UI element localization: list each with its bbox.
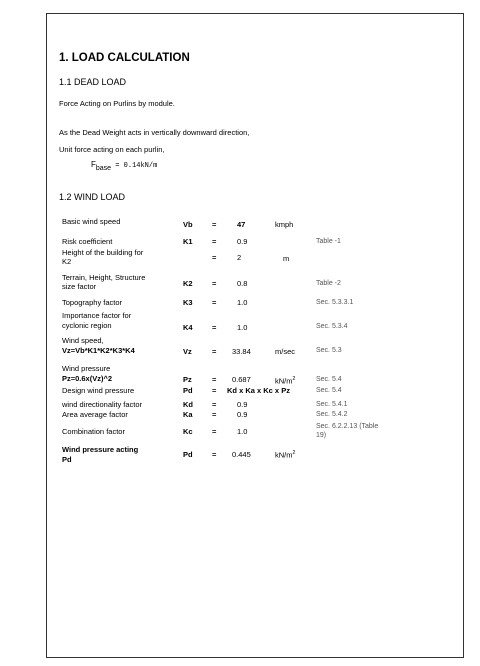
row-value: 47 [237, 220, 246, 229]
unit-superscript: 2 [292, 450, 296, 456]
row-value: 0.9 [237, 400, 248, 409]
row-symbol: Kd [183, 400, 193, 409]
row-label-line2: Pd [62, 455, 72, 464]
row-equals: = [212, 375, 217, 384]
formula-expression: = 0.14kN/m [115, 162, 158, 170]
row-unit: m [283, 254, 290, 263]
dead-load-text-1: Force Acting on Purlins by module. [59, 99, 175, 108]
row-label: Wind pressure [62, 364, 111, 373]
row-reference: Sec. 5.4 [316, 376, 342, 383]
row-reference: Sec. 5.3 [316, 347, 342, 354]
row-label-line2: size factor [62, 282, 97, 291]
row-value: 1.0 [237, 427, 248, 436]
dead-load-text-2: As the Dead Weight acts in vertically downward direction, [59, 128, 250, 137]
row-value: Kd x Ka x Kc x Pz [227, 386, 290, 395]
row-unit: $kN/m^2$ [275, 376, 296, 386]
row-label-line2: K2 [62, 257, 72, 266]
row-value: 0.687 [232, 375, 251, 384]
document-page [46, 13, 464, 658]
wind-load-title: 1.2 WIND LOAD [59, 192, 126, 202]
dead-load-title: 1.1 DEAD LOAD [59, 77, 127, 87]
row-equals: = [212, 279, 217, 288]
row-label: wind directionality factor [62, 400, 143, 409]
row-label: Importance factor for [62, 311, 132, 320]
row-symbol: Vz [183, 347, 192, 356]
row-label: Basic wind speed [62, 217, 121, 226]
row-value: 0.9 [237, 237, 248, 246]
row-reference: Table -1 [316, 238, 341, 245]
row-label: Combination factor [62, 427, 125, 436]
unit-superscript: 2 [292, 376, 296, 382]
row-equals: = [212, 323, 217, 332]
row-symbol: Pd [183, 386, 193, 395]
row-value: 0.445 [232, 450, 251, 459]
row-value: 1.0 [237, 323, 248, 332]
row-reference-line2: 19) [316, 432, 327, 439]
row-equals: = [212, 220, 217, 229]
row-unit: $kN/m^2$ [275, 450, 296, 460]
row-value: 33.84 [232, 347, 251, 356]
row-value: 0.9 [237, 410, 248, 419]
row-label: Height of the building for [62, 248, 144, 257]
row-value: 0.8 [237, 279, 248, 288]
row-equals: = [212, 400, 217, 409]
row-equals: = [212, 253, 217, 262]
row-label-line2: cyclonic region [62, 321, 112, 330]
row-equals: = [212, 237, 217, 246]
row-equals: = [212, 450, 217, 459]
row-symbol: K1 [183, 237, 193, 246]
row-label: Risk coefficient [62, 237, 113, 246]
row-equals: = [212, 427, 217, 436]
row-value: 1.0 [237, 298, 248, 307]
row-symbol: Kc [183, 427, 193, 436]
row-label: Terrain, Height, Structure [62, 273, 146, 282]
row-equals: = [212, 410, 217, 419]
row-reference: Sec. 5.3.3.1 [316, 299, 354, 306]
row-reference: Sec. 5.4.1 [316, 401, 348, 408]
row-value: 2 [237, 253, 242, 262]
row-symbol: K3 [183, 298, 193, 307]
row-reference: Table -2 [316, 280, 341, 287]
row-symbol: Pd [183, 450, 193, 459]
formula-subscript: base [95, 165, 112, 172]
row-label: Area average factor [62, 410, 128, 419]
row-equals: = [212, 298, 217, 307]
row-label: Wind pressure acting [62, 445, 139, 454]
row-label: Design wind pressure [62, 386, 135, 395]
row-symbol: Pz [183, 375, 192, 384]
row-equals: = [212, 386, 217, 395]
row-symbol: Vb [183, 220, 193, 229]
row-equals: = [212, 347, 217, 356]
row-reference: Sec. 5.4.2 [316, 411, 348, 418]
row-reference: Sec. 6.2.2.13 (Table [316, 423, 379, 430]
row-label-line2: Pz=0.6x(Vz)^2 [62, 374, 113, 383]
dead-load-text-3: Unit force acting on each purlin, [59, 145, 165, 154]
row-label-line2: Vz=Vb*K1*K2*K3*K4 [62, 346, 135, 355]
row-symbol: K4 [183, 323, 193, 332]
row-reference: Sec. 5.3.4 [316, 323, 348, 330]
row-reference: Sec. 5.4 [316, 387, 342, 394]
row-unit: kmph [275, 220, 294, 229]
row-label: Topography factor [62, 298, 123, 307]
formula-symbol: F [91, 160, 96, 169]
row-symbol: K2 [183, 279, 193, 288]
row-symbol: Ka [183, 410, 193, 419]
row-unit: m/sec [275, 347, 296, 356]
page-title: 1. LOAD CALCULATION [59, 52, 190, 64]
row-label: Wind speed, [62, 336, 104, 345]
dead-load-formula [91, 160, 157, 170]
